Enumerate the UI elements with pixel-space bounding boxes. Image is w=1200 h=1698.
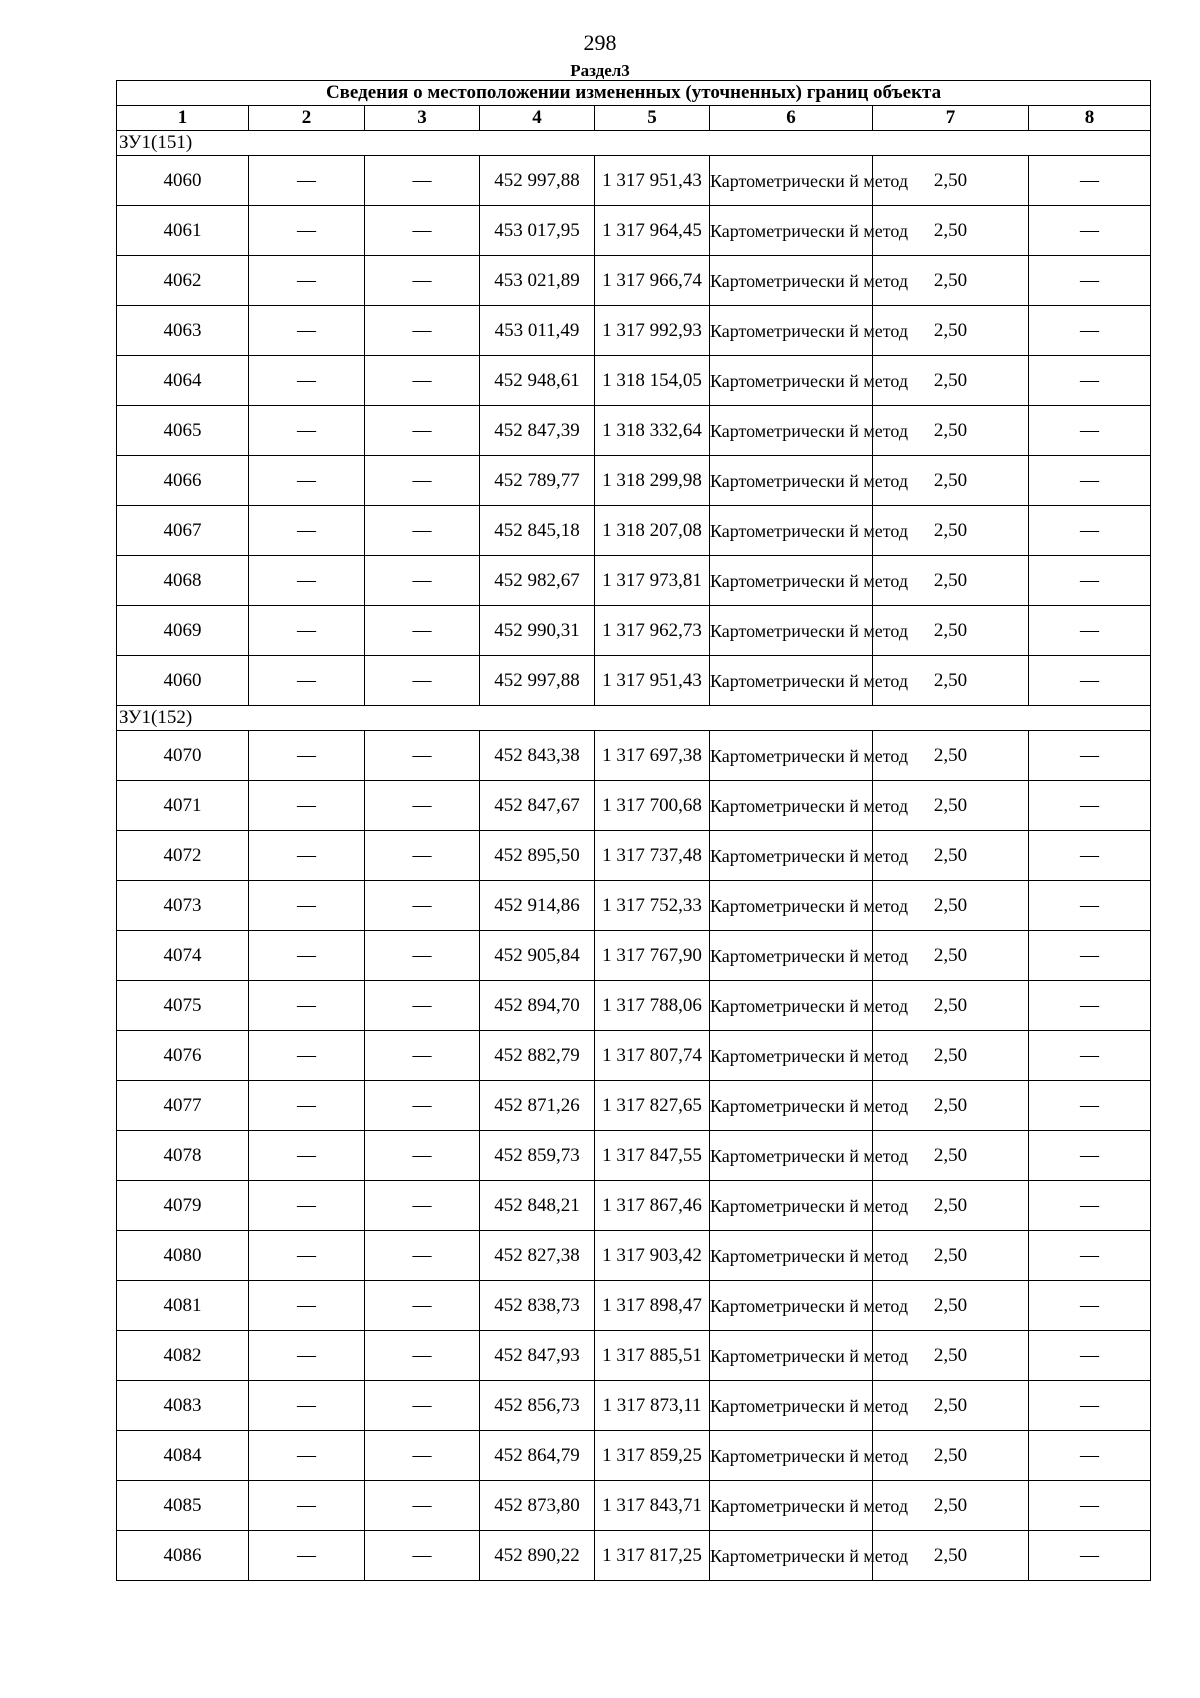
method-cell: Картометрически й метод [710, 1131, 873, 1181]
accuracy-cell: 2,50 [873, 1481, 1029, 1531]
col3-cell: — [365, 1381, 480, 1431]
y-coordinate-cell: 1 317 992,93 [595, 306, 710, 356]
col2-cell: — [249, 981, 365, 1031]
col2-cell: — [249, 1531, 365, 1581]
x-coordinate-cell: 452 838,73 [480, 1281, 595, 1331]
method-cell: Картометрически й метод [710, 981, 873, 1031]
accuracy-cell: 2,50 [873, 1381, 1029, 1431]
table-row [117, 1531, 1151, 1581]
page-number: 298 [583, 30, 617, 55]
point-number-cell: 4062 [117, 256, 249, 306]
col8-cell: — [1029, 1231, 1151, 1281]
col2-cell: — [249, 1481, 365, 1531]
point-number-cell: 4086 [117, 1531, 249, 1581]
x-coordinate-cell: 453 021,89 [480, 256, 595, 306]
col3-cell: — [365, 1281, 480, 1331]
table-row [117, 156, 1151, 206]
y-coordinate-cell: 1 317 903,42 [595, 1231, 710, 1281]
col2-cell: — [249, 1281, 365, 1331]
column-header: 5 [595, 106, 710, 131]
column-header: 8 [1029, 106, 1151, 131]
point-number-cell: 4071 [117, 781, 249, 831]
column-header: 6 [710, 106, 873, 131]
table-row [117, 1231, 1151, 1281]
x-coordinate-cell: 452 848,21 [480, 1181, 595, 1231]
method-cell: Картометрически й метод [710, 931, 873, 981]
table-row [117, 506, 1151, 556]
method-cell: Картометрически й метод [710, 156, 873, 206]
col3-cell: — [365, 731, 480, 781]
method-cell: Картометрически й метод [710, 456, 873, 506]
table-row [117, 1281, 1151, 1331]
col8-cell: — [1029, 1481, 1151, 1531]
col8-cell: — [1029, 1131, 1151, 1181]
col2-cell: — [249, 1131, 365, 1181]
point-number-cell: 4077 [117, 1081, 249, 1131]
table-caption-row [117, 81, 1151, 106]
method-cell: Картометрически й метод [710, 781, 873, 831]
x-coordinate-cell: 452 856,73 [480, 1381, 595, 1431]
y-coordinate-cell: 1 317 885,51 [595, 1331, 710, 1381]
table-row [117, 456, 1151, 506]
x-coordinate-cell: 452 873,80 [480, 1481, 595, 1531]
method-cell: Картометрически й метод [710, 306, 873, 356]
col8-cell: — [1029, 981, 1151, 1031]
y-coordinate-cell: 1 317 867,46 [595, 1181, 710, 1231]
method-cell: Картометрически й метод [710, 1031, 873, 1081]
col3-cell: — [365, 506, 480, 556]
table-row [117, 1381, 1151, 1431]
y-coordinate-cell: 1 317 966,74 [595, 256, 710, 306]
col8-cell: — [1029, 831, 1151, 881]
y-coordinate-cell: 1 317 951,43 [595, 656, 710, 706]
col2-cell: — [249, 781, 365, 831]
col2-cell: — [249, 931, 365, 981]
col2-cell: — [249, 256, 365, 306]
x-coordinate-cell: 452 845,18 [480, 506, 595, 556]
col8-cell: — [1029, 1181, 1151, 1231]
col8-cell: — [1029, 356, 1151, 406]
x-coordinate-cell: 452 894,70 [480, 981, 595, 1031]
col8-cell: — [1029, 606, 1151, 656]
table-caption: Сведения о местоположении измененных (уточненных) границ объекта [117, 81, 1151, 106]
method-cell: Картометрически й метод [710, 1481, 873, 1531]
table-row [117, 1081, 1151, 1131]
col8-cell: — [1029, 306, 1151, 356]
y-coordinate-cell: 1 317 873,11 [595, 1381, 710, 1431]
col2-cell: — [249, 156, 365, 206]
col8-cell: — [1029, 256, 1151, 306]
col3-cell: — [365, 556, 480, 606]
point-number-cell: 4065 [117, 406, 249, 456]
col2-cell: — [249, 556, 365, 606]
table-row [117, 981, 1151, 1031]
y-coordinate-cell: 1 317 697,38 [595, 731, 710, 781]
col8-cell: — [1029, 206, 1151, 256]
y-coordinate-cell: 1 318 154,05 [595, 356, 710, 406]
col3-cell: — [365, 1031, 480, 1081]
y-coordinate-cell: 1 317 817,25 [595, 1531, 710, 1581]
x-coordinate-cell: 453 011,49 [480, 306, 595, 356]
col8-cell: — [1029, 881, 1151, 931]
col3-cell: — [365, 1131, 480, 1181]
x-coordinate-cell: 452 847,67 [480, 781, 595, 831]
point-number-cell: 4063 [117, 306, 249, 356]
table-row [117, 1131, 1151, 1181]
accuracy-cell: 2,50 [873, 1231, 1029, 1281]
accuracy-cell: 2,50 [873, 556, 1029, 606]
point-number-cell: 4067 [117, 506, 249, 556]
col8-cell: — [1029, 656, 1151, 706]
method-cell: Картометрически й метод [710, 256, 873, 306]
col2-cell: — [249, 356, 365, 406]
column-header: 4 [480, 106, 595, 131]
method-cell: Картометрически й метод [710, 1081, 873, 1131]
col3-cell: — [365, 1081, 480, 1131]
point-number-cell: 4070 [117, 731, 249, 781]
col2-cell: — [249, 1431, 365, 1481]
method-cell: Картометрически й метод [710, 1331, 873, 1381]
method-cell: Картометрически й метод [710, 1531, 873, 1581]
table-row [117, 1031, 1151, 1081]
col2-cell: — [249, 306, 365, 356]
col2-cell: — [249, 731, 365, 781]
col3-cell: — [365, 156, 480, 206]
table-row [117, 831, 1151, 881]
method-cell: Картометрически й метод [710, 356, 873, 406]
accuracy-cell: 2,50 [873, 156, 1029, 206]
accuracy-cell: 2,50 [873, 881, 1029, 931]
y-coordinate-cell: 1 317 847,55 [595, 1131, 710, 1181]
table-row [117, 406, 1151, 456]
column-header: 1 [117, 106, 249, 131]
y-coordinate-cell: 1 317 964,45 [595, 206, 710, 256]
col2-cell: — [249, 206, 365, 256]
col8-cell: — [1029, 1381, 1151, 1431]
x-coordinate-cell: 452 843,38 [480, 731, 595, 781]
table-row [117, 306, 1151, 356]
col2-cell: — [249, 1381, 365, 1431]
col8-cell: — [1029, 1031, 1151, 1081]
table-row [117, 206, 1151, 256]
col2-cell: — [249, 456, 365, 506]
x-coordinate-cell: 452 997,88 [480, 156, 595, 206]
table-body [117, 81, 1151, 1581]
point-number-cell: 4080 [117, 1231, 249, 1281]
y-coordinate-cell: 1 317 807,74 [595, 1031, 710, 1081]
accuracy-cell: 2,50 [873, 1331, 1029, 1381]
col8-cell: — [1029, 931, 1151, 981]
col3-cell: — [365, 456, 480, 506]
accuracy-cell: 2,50 [873, 356, 1029, 406]
accuracy-cell: 2,50 [873, 1181, 1029, 1231]
point-number-cell: 4083 [117, 1381, 249, 1431]
x-coordinate-cell: 452 827,38 [480, 1231, 595, 1281]
y-coordinate-cell: 1 317 767,90 [595, 931, 710, 981]
y-coordinate-cell: 1 317 737,48 [595, 831, 710, 881]
col8-cell: — [1029, 1431, 1151, 1481]
point-number-cell: 4085 [117, 1481, 249, 1531]
method-cell: Картометрически й метод [710, 1431, 873, 1481]
point-number-cell: 4060 [117, 656, 249, 706]
group-row [117, 131, 1151, 156]
y-coordinate-cell: 1 318 332,64 [595, 406, 710, 456]
col3-cell: — [365, 1231, 480, 1281]
column-header: 3 [365, 106, 480, 131]
table-row [117, 356, 1151, 406]
col3-cell: — [365, 1481, 480, 1531]
accuracy-cell: 2,50 [873, 981, 1029, 1031]
point-number-cell: 4072 [117, 831, 249, 881]
col2-cell: — [249, 1081, 365, 1131]
col2-cell: — [249, 831, 365, 881]
y-coordinate-cell: 1 317 962,73 [595, 606, 710, 656]
method-cell: Картометрически й метод [710, 1281, 873, 1331]
y-coordinate-cell: 1 317 973,81 [595, 556, 710, 606]
point-number-cell: 4082 [117, 1331, 249, 1381]
col3-cell: — [365, 1431, 480, 1481]
point-number-cell: 4076 [117, 1031, 249, 1081]
x-coordinate-cell: 452 882,79 [480, 1031, 595, 1081]
accuracy-cell: 2,50 [873, 606, 1029, 656]
x-coordinate-cell: 452 982,67 [480, 556, 595, 606]
accuracy-cell: 2,50 [873, 931, 1029, 981]
col8-cell: — [1029, 1081, 1151, 1131]
col3-cell: — [365, 256, 480, 306]
table-row [117, 781, 1151, 831]
y-coordinate-cell: 1 317 951,43 [595, 156, 710, 206]
col2-cell: — [249, 506, 365, 556]
col8-cell: — [1029, 556, 1151, 606]
point-number-cell: 4075 [117, 981, 249, 1031]
col8-cell: — [1029, 781, 1151, 831]
x-coordinate-cell: 452 847,93 [480, 1331, 595, 1381]
method-cell: Картометрически й метод [710, 556, 873, 606]
method-cell: Картометрически й метод [710, 731, 873, 781]
col2-cell: — [249, 406, 365, 456]
table-row [117, 556, 1151, 606]
accuracy-cell: 2,50 [873, 831, 1029, 881]
col3-cell: — [365, 406, 480, 456]
col2-cell: — [249, 1231, 365, 1281]
group-label: ЗУ1(151) [117, 131, 1151, 156]
method-cell: Картометрически й метод [710, 1231, 873, 1281]
col3-cell: — [365, 831, 480, 881]
x-coordinate-cell: 452 905,84 [480, 931, 595, 981]
column-header: 7 [873, 106, 1029, 131]
x-coordinate-cell: 452 864,79 [480, 1431, 595, 1481]
point-number-cell: 4066 [117, 456, 249, 506]
table-row [117, 606, 1151, 656]
point-number-cell: 4073 [117, 881, 249, 931]
x-coordinate-cell: 452 997,88 [480, 656, 595, 706]
y-coordinate-cell: 1 317 843,71 [595, 1481, 710, 1531]
col8-cell: — [1029, 456, 1151, 506]
y-coordinate-cell: 1 318 299,98 [595, 456, 710, 506]
table-row [117, 256, 1151, 306]
section-title: Раздел3 [570, 61, 630, 80]
col8-cell: — [1029, 731, 1151, 781]
method-cell: Картометрически й метод [710, 881, 873, 931]
accuracy-cell: 2,50 [873, 506, 1029, 556]
col8-cell: — [1029, 1531, 1151, 1581]
x-coordinate-cell: 452 890,22 [480, 1531, 595, 1581]
col3-cell: — [365, 1531, 480, 1581]
point-number-cell: 4069 [117, 606, 249, 656]
col8-cell: — [1029, 156, 1151, 206]
method-cell: Картометрически й метод [710, 1181, 873, 1231]
group-label: ЗУ1(152) [117, 706, 1151, 731]
group-row [117, 706, 1151, 731]
x-coordinate-cell: 452 859,73 [480, 1131, 595, 1181]
col2-cell: — [249, 1331, 365, 1381]
col2-cell: — [249, 881, 365, 931]
y-coordinate-cell: 1 317 788,06 [595, 981, 710, 1031]
point-number-cell: 4079 [117, 1181, 249, 1231]
col3-cell: — [365, 1331, 480, 1381]
method-cell: Картометрически й метод [710, 1381, 873, 1431]
x-coordinate-cell: 452 789,77 [480, 456, 595, 506]
column-header: 2 [249, 106, 365, 131]
accuracy-cell: 2,50 [873, 1431, 1029, 1481]
col3-cell: — [365, 306, 480, 356]
method-cell: Картометрически й метод [710, 656, 873, 706]
point-number-cell: 4081 [117, 1281, 249, 1331]
col3-cell: — [365, 931, 480, 981]
col3-cell: — [365, 881, 480, 931]
accuracy-cell: 2,50 [873, 206, 1029, 256]
point-number-cell: 4060 [117, 156, 249, 206]
point-number-cell: 4061 [117, 206, 249, 256]
accuracy-cell: 2,50 [873, 1031, 1029, 1081]
x-coordinate-cell: 452 948,61 [480, 356, 595, 406]
y-coordinate-cell: 1 317 859,25 [595, 1431, 710, 1481]
accuracy-cell: 2,50 [873, 781, 1029, 831]
col8-cell: — [1029, 406, 1151, 456]
col3-cell: — [365, 356, 480, 406]
x-coordinate-cell: 452 914,86 [480, 881, 595, 931]
col3-cell: — [365, 656, 480, 706]
col2-cell: — [249, 1181, 365, 1231]
accuracy-cell: 2,50 [873, 731, 1029, 781]
col3-cell: — [365, 981, 480, 1031]
col8-cell: — [1029, 1331, 1151, 1381]
table-row [117, 1331, 1151, 1381]
col2-cell: — [249, 606, 365, 656]
x-coordinate-cell: 452 847,39 [480, 406, 595, 456]
table-row [117, 731, 1151, 781]
table-row [117, 1431, 1151, 1481]
col3-cell: — [365, 606, 480, 656]
col2-cell: — [249, 656, 365, 706]
table-row [117, 1481, 1151, 1531]
accuracy-cell: 2,50 [873, 456, 1029, 506]
col8-cell: — [1029, 1281, 1151, 1331]
accuracy-cell: 2,50 [873, 1281, 1029, 1331]
method-cell: Картометрически й метод [710, 406, 873, 456]
accuracy-cell: 2,50 [873, 1081, 1029, 1131]
x-coordinate-cell: 452 871,26 [480, 1081, 595, 1131]
method-cell: Картометрически й метод [710, 506, 873, 556]
y-coordinate-cell: 1 317 700,68 [595, 781, 710, 831]
accuracy-cell: 2,50 [873, 1531, 1029, 1581]
method-cell: Картометрически й метод [710, 606, 873, 656]
col3-cell: — [365, 1181, 480, 1231]
point-number-cell: 4084 [117, 1431, 249, 1481]
x-coordinate-cell: 452 990,31 [480, 606, 595, 656]
y-coordinate-cell: 1 317 827,65 [595, 1081, 710, 1131]
method-cell: Картометрически й метод [710, 206, 873, 256]
table-header-row [117, 106, 1151, 131]
accuracy-cell: 2,50 [873, 306, 1029, 356]
point-number-cell: 4064 [117, 356, 249, 406]
table-row [117, 881, 1151, 931]
col3-cell: — [365, 206, 480, 256]
col3-cell: — [365, 781, 480, 831]
method-cell: Картометрически й метод [710, 831, 873, 881]
col2-cell: — [249, 1031, 365, 1081]
accuracy-cell: 2,50 [873, 406, 1029, 456]
table-row [117, 656, 1151, 706]
point-number-cell: 4078 [117, 1131, 249, 1181]
accuracy-cell: 2,50 [873, 1131, 1029, 1181]
table-row [117, 1181, 1151, 1231]
y-coordinate-cell: 1 317 898,47 [595, 1281, 710, 1331]
point-number-cell: 4068 [117, 556, 249, 606]
coordinates-table [116, 80, 1151, 1581]
accuracy-cell: 2,50 [873, 256, 1029, 306]
y-coordinate-cell: 1 318 207,08 [595, 506, 710, 556]
accuracy-cell: 2,50 [873, 656, 1029, 706]
col8-cell: — [1029, 506, 1151, 556]
x-coordinate-cell: 452 895,50 [480, 831, 595, 881]
point-number-cell: 4074 [117, 931, 249, 981]
y-coordinate-cell: 1 317 752,33 [595, 881, 710, 931]
table-row [117, 931, 1151, 981]
x-coordinate-cell: 453 017,95 [480, 206, 595, 256]
